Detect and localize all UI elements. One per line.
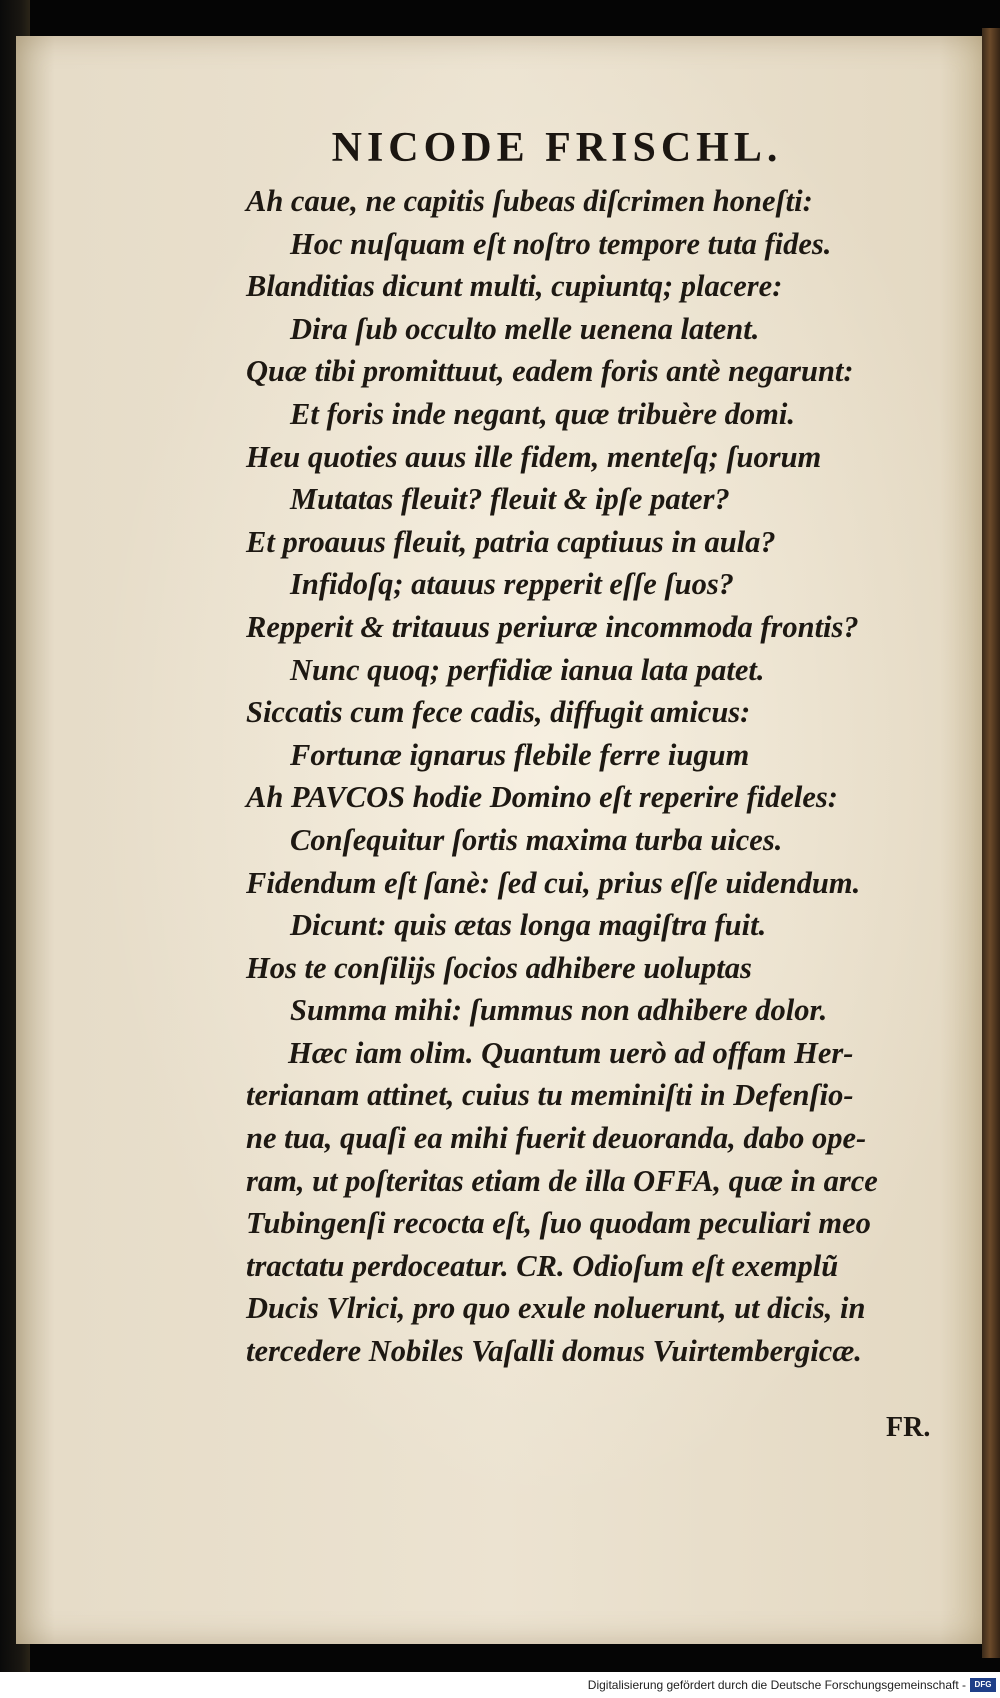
verse-line: Ah PAVCOS hodie Domino eſt reperire fideles:	[246, 780, 838, 815]
verse-line: Fortunæ ignarus flebile ferre iugum	[290, 737, 750, 772]
prose-line: Ducis Vlrici, pro quo exule noluerunt, ut dicis, in	[246, 1291, 866, 1326]
verse-line: Repperit & tritauus periuræ incommoda frontis?	[246, 609, 859, 644]
verse-line: Blanditias dicunt multi, cupiuntq; placere:	[246, 269, 783, 304]
prose-line: Hæc iam olim. Quantum uerò ad offam Her-	[288, 1035, 854, 1070]
verse-line: Quæ tibi promittuut, eadem foris antè negarunt:	[246, 354, 854, 389]
page-edge	[982, 28, 1000, 1658]
prose-line: tercedere Nobiles Vaſalli domus Vuirtembergicæ.	[246, 1334, 862, 1369]
verse-line: Dicunt: quis ætas longa magiſtra fuit.	[290, 908, 767, 943]
dfg-logo-icon: DFG	[970, 1678, 996, 1692]
verse-line: Nunc quoq; perfidiæ ianua lata patet.	[290, 652, 765, 687]
digitization-footer	[0, 1672, 1000, 1698]
verse-line: Summa mihi: ſummus non adhibere dolor.	[290, 993, 828, 1028]
verse-line: Et foris inde negant, quæ tribuère domi.	[290, 396, 796, 431]
verse-line: Hoc nuſquam eſt noſtro tempore tuta fides.	[290, 226, 832, 261]
verse-line: Siccatis cum fece cadis, diffugit amicus:	[246, 695, 751, 730]
prose-line: terianam attinet, cuius tu meminiſti in Defenſio-	[246, 1078, 854, 1113]
prose-line: Tubingenſi recocta eſt, ſuo quodam peculiari meo	[246, 1206, 871, 1241]
verse-line: Heu quoties auus ille fidem, menteſq; ſuorum	[246, 439, 822, 474]
verse-line: Infidoſq; atauus repperit eſſe ſuos?	[290, 567, 734, 602]
running-header: NICODE FRISCHL.	[331, 125, 783, 171]
verse-line: Et proauus fleuit, patria captiuus in aula?	[246, 524, 776, 559]
catchword: FR.	[886, 1412, 931, 1443]
verse-line: Ah caue, ne capitis ſubeas diſcrimen honeſti:	[246, 184, 813, 218]
verse-line: Hos te conſilijs ſocios adhibere uoluptas	[246, 950, 752, 985]
verse-line: Dira ſub occulto melle uenena latent.	[290, 311, 760, 346]
text-block	[246, 180, 966, 1373]
footer-credit: Digitalisierung gefördert durch die Deutsche Forschungsgemeinschaft -	[587, 1678, 966, 1692]
verse-line: Conſequitur ſortis maxima turba uices.	[290, 822, 783, 857]
verse-line: Fidendum eſt ſanè: ſed cui, prius eſſe uidendum.	[246, 865, 861, 900]
prose-line: tractatu perdoceatur. CR. Odioſum eſt exemplũ	[246, 1248, 839, 1283]
verse-line: Mutatas fleuit? fleuit & ipſe pater?	[290, 482, 730, 517]
prose-line: ram, ut poſteritas etiam de illa OFFA, quæ in arce	[246, 1163, 878, 1198]
prose-line: ne tua, quaſi ea mihi fuerit deuoranda, dabo ope-	[246, 1121, 867, 1156]
book-page	[16, 36, 988, 1644]
